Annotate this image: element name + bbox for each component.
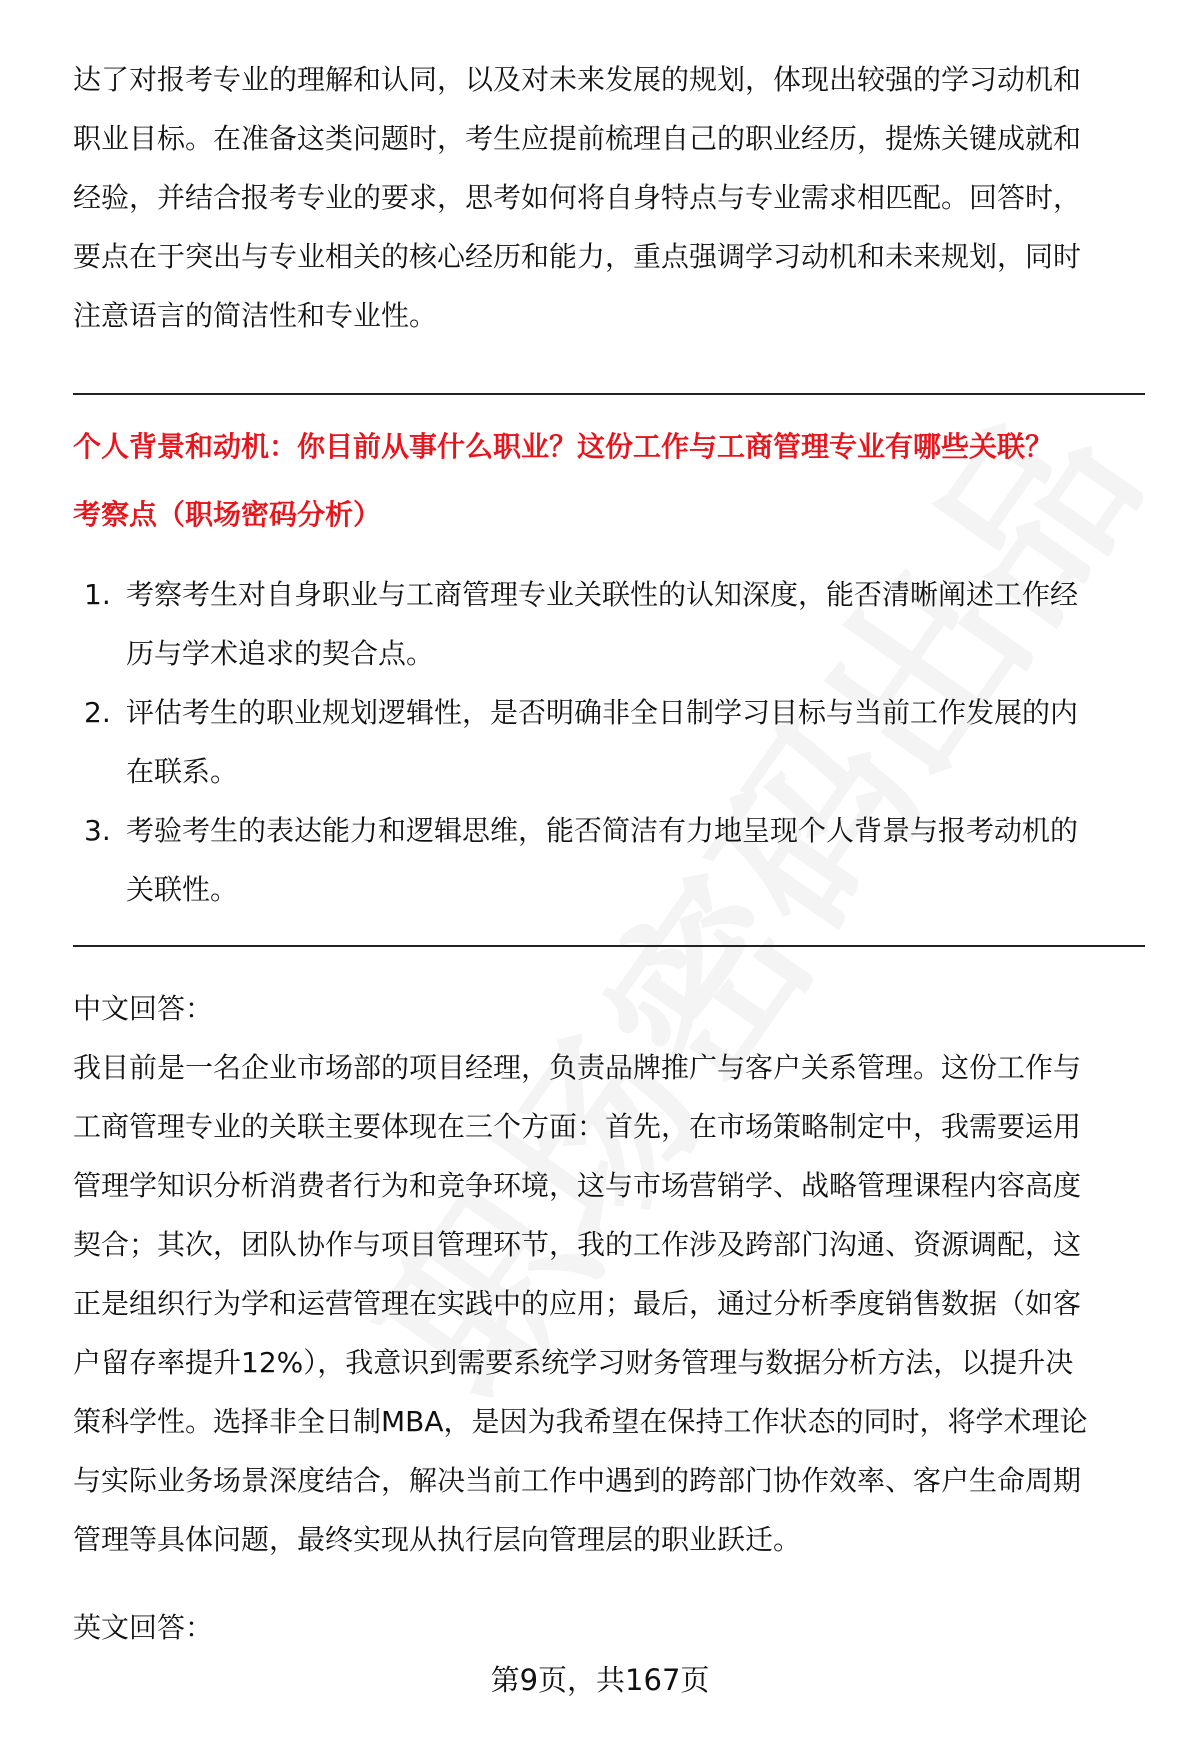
- answer-line: 我目前是一名企业市场部的项目经理，负责品牌推广与客户关系管理。这份工作与: [73, 1051, 1082, 1084]
- question-heading: 个人背景和动机：你目前从事什么职业？这份工作与工商管理专业有哪些关联？: [73, 430, 1054, 463]
- answer-line: 正是组织行为学和运营管理在实践中的应用；最后，通过分析季度销售数据（如客: [73, 1287, 1082, 1320]
- list-item-line: 在联系。: [126, 755, 239, 788]
- answer-line: 策科学性。选择非全日制MBA，是因为我希望在保持工作状态的同时，将学术理论: [73, 1405, 1088, 1438]
- answer-line: 契合；其次，团队协作与项目管理环节，我的工作涉及跨部门沟通、资源调配，这: [73, 1228, 1082, 1261]
- answer-line: 户留存率提升12%），我意识到需要系统学习财务管理与数据分析方法，以提升决: [73, 1346, 1074, 1379]
- answer-line: 管理学知识分析消费者行为和竞争环境，这与市场营销学、战略管理课程内容高度: [73, 1169, 1082, 1202]
- list-number: 1.: [84, 578, 111, 611]
- answer-line: 与实际业务场景深度结合，解决当前工作中遇到的跨部门协作效率、客户生命周期: [73, 1464, 1082, 1497]
- list-number: 3.: [84, 814, 111, 847]
- cn-answer-label: 中文回答：: [73, 992, 214, 1025]
- divider: [73, 393, 1145, 395]
- page-number: 第9页，共167页: [490, 1663, 710, 1697]
- list-number: 2.: [84, 696, 111, 729]
- list-item-line: 考验考生的表达能力和逻辑思维，能否简洁有力地呈现个人背景与报考动机的: [126, 814, 1079, 847]
- list-item-line: 关联性。: [126, 873, 239, 906]
- intro-line: 经验，并结合报考专业的要求，思考如何将自身特点与专业需求相匹配。回答时，: [73, 181, 1082, 214]
- answer-line: 工商管理专业的关联主要体现在三个方面：首先，在市场策略制定中，我需要运用: [73, 1110, 1082, 1143]
- intro-line: 注意语言的简洁性和专业性。: [73, 299, 438, 332]
- answer-line: 管理等具体问题，最终实现从执行层向管理层的职业跃迁。: [73, 1523, 802, 1556]
- divider: [73, 945, 1145, 947]
- intro-line: 达了对报考专业的理解和认同，以及对未来发展的规划，体现出较强的学习动机和: [73, 63, 1082, 96]
- list-item-line: 评估考生的职业规划逻辑性，是否明确非全日制学习目标与当前工作发展的内: [126, 696, 1079, 729]
- watermark: [311, 351, 1189, 1441]
- focus-title: 考察点（职场密码分析）: [73, 498, 382, 531]
- en-answer-label: 英文回答：: [73, 1611, 214, 1644]
- intro-line: 职业目标。在准备这类问题时，考生应提前梳理自己的职业经历，提炼关键成就和: [73, 122, 1082, 155]
- list-item-line: 历与学术追求的契合点。: [126, 637, 435, 670]
- list-item-line: 考察考生对自身职业与工商管理专业关联性的认知深度，能否清晰阐述工作经: [126, 578, 1079, 611]
- intro-line: 要点在于突出与专业相关的核心经历和能力，重点强调学习动机和未来规划，同时: [73, 240, 1082, 273]
